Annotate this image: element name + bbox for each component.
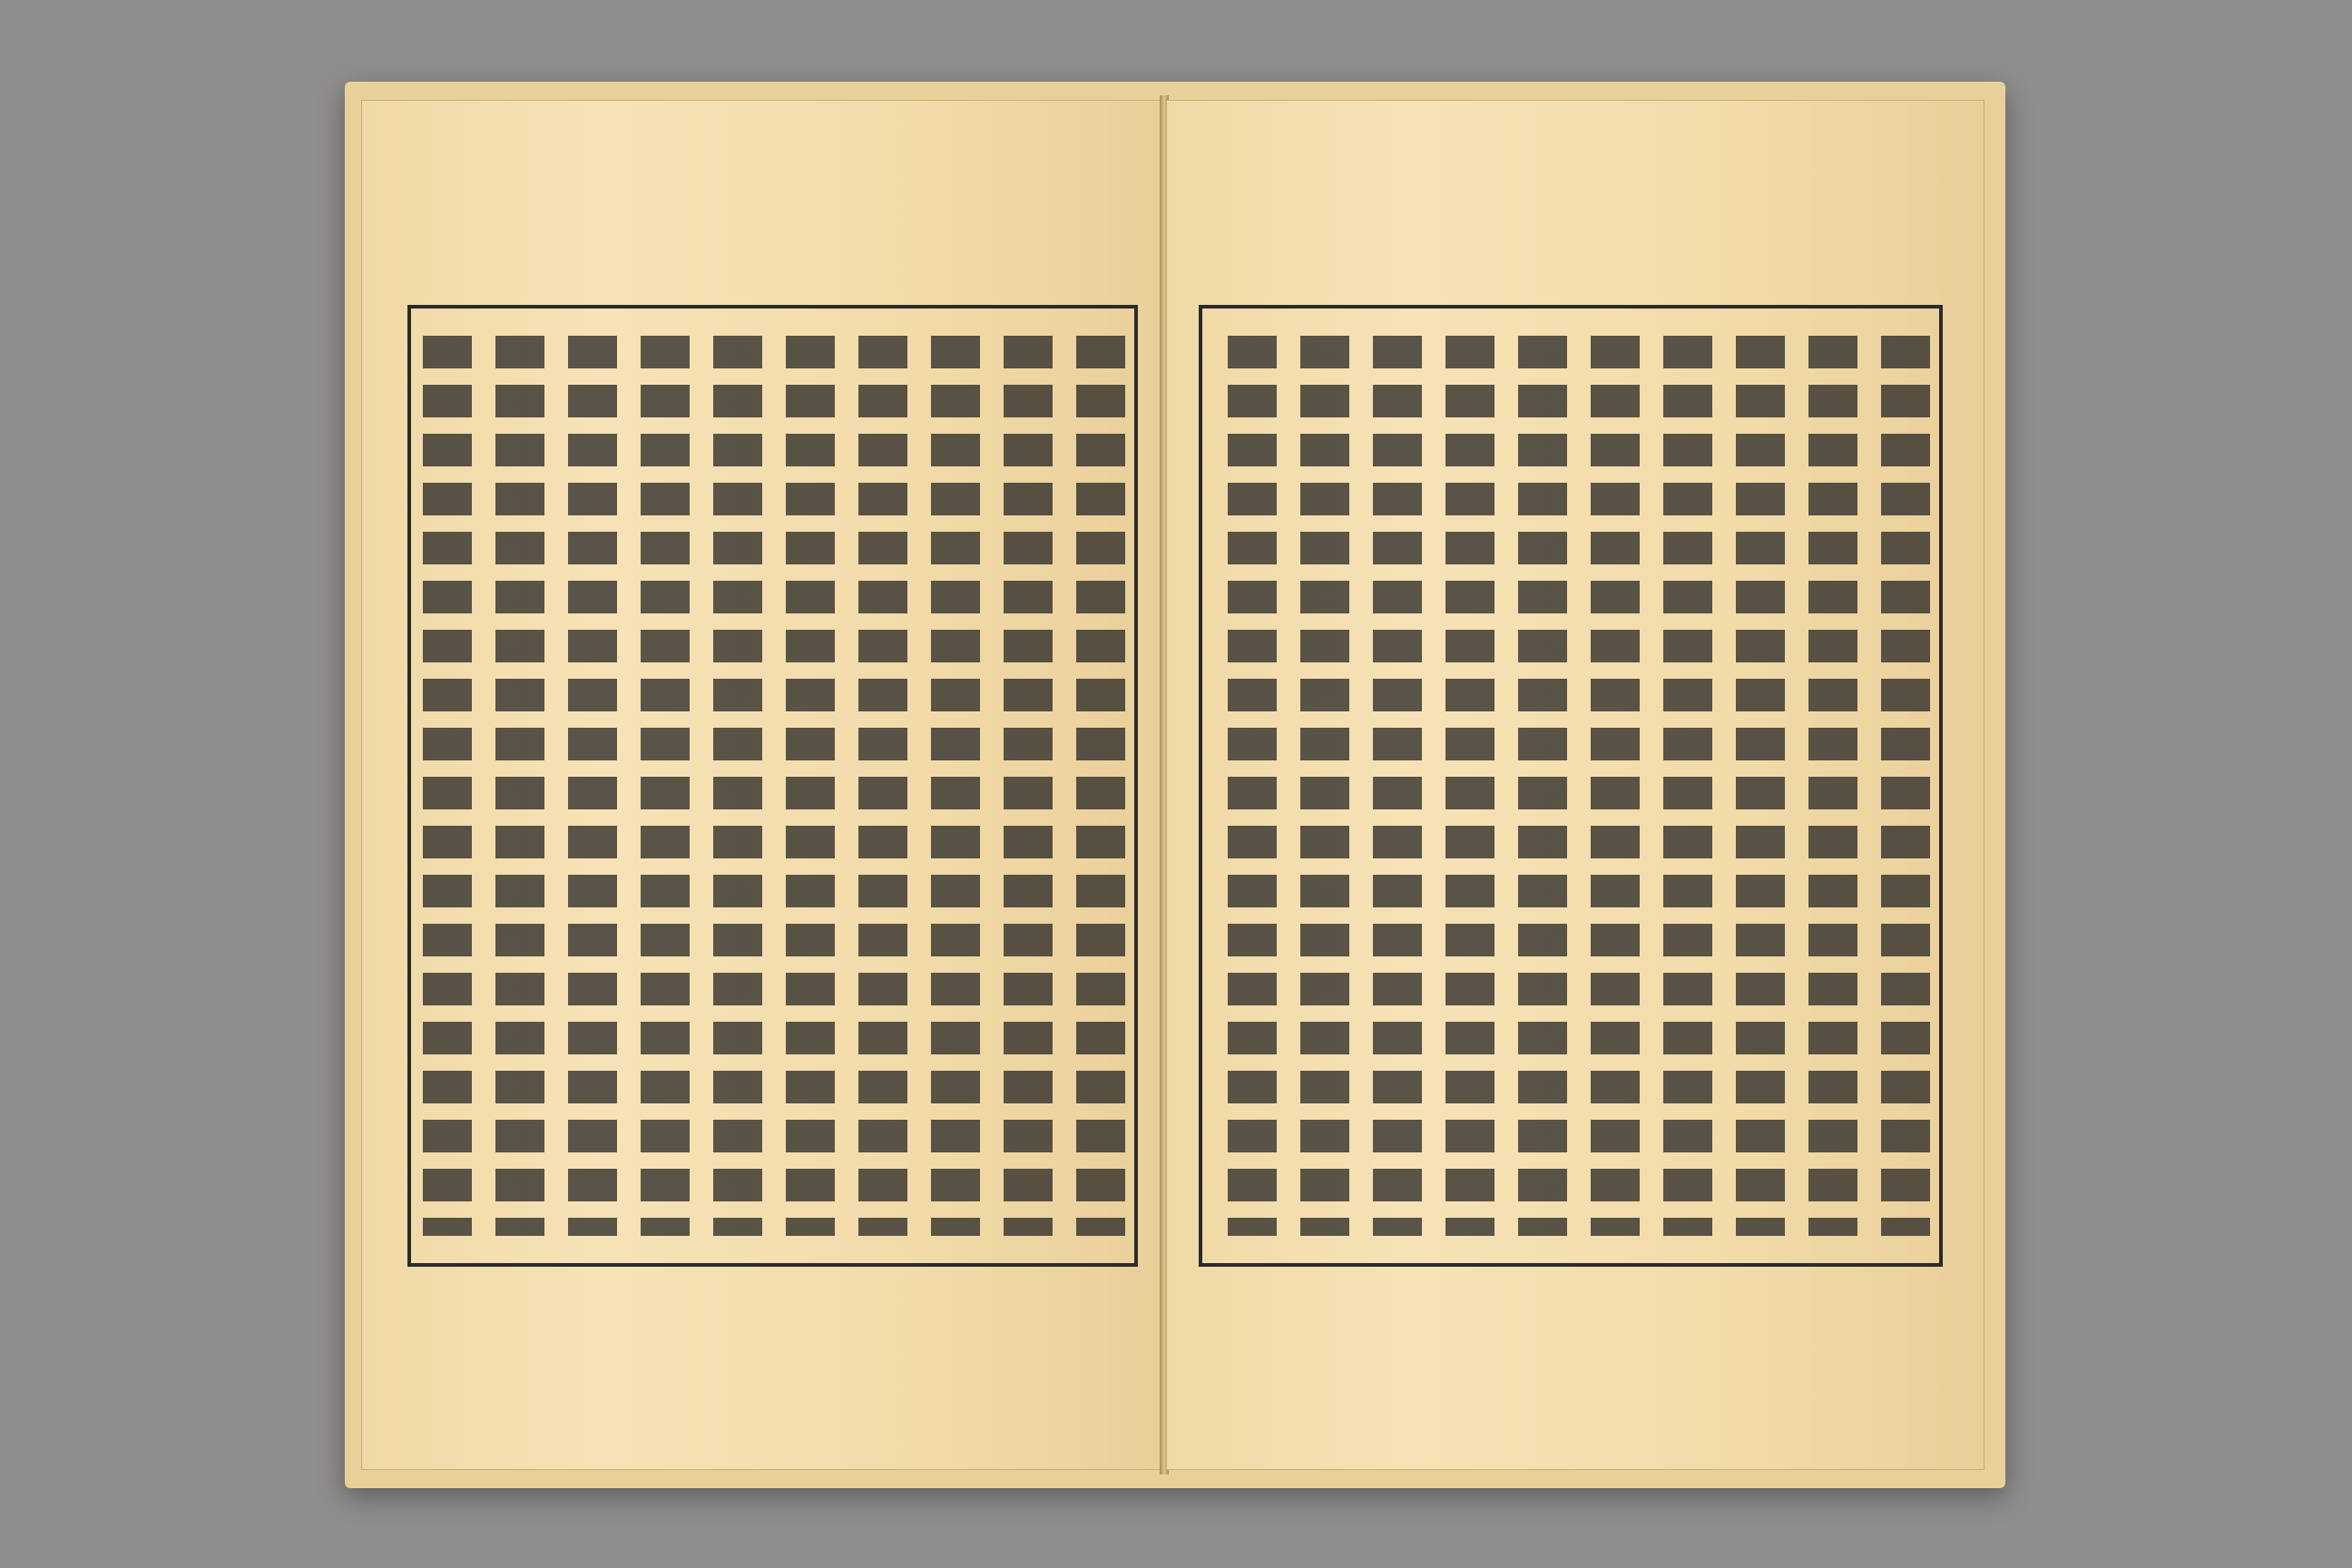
left-page xyxy=(361,100,1162,1470)
left-col-2 xyxy=(1004,336,1053,1236)
left-col-8 xyxy=(568,336,617,1236)
left-text-frame xyxy=(407,305,1138,1267)
left-col-9 xyxy=(495,336,544,1236)
right-text-frame xyxy=(1199,305,1943,1267)
right-col-8 xyxy=(1373,336,1422,1236)
right-col-10 xyxy=(1228,336,1277,1236)
right-col-6 xyxy=(1518,336,1567,1236)
right-col-9 xyxy=(1300,336,1349,1236)
right-page xyxy=(1166,100,1984,1470)
right-col-7 xyxy=(1446,336,1494,1236)
left-col-7 xyxy=(641,336,690,1236)
left-col-1 xyxy=(1076,336,1125,1236)
right-col-4 xyxy=(1663,336,1712,1236)
right-col-5 xyxy=(1591,336,1640,1236)
right-col-2 xyxy=(1808,336,1857,1236)
right-col-1 xyxy=(1881,336,1930,1236)
left-col-5 xyxy=(786,336,835,1236)
left-col-6 xyxy=(713,336,762,1236)
open-book xyxy=(345,82,2005,1488)
right-col-3 xyxy=(1736,336,1785,1236)
left-col-10 xyxy=(423,336,472,1236)
left-col-4 xyxy=(858,336,907,1236)
left-col-3 xyxy=(931,336,980,1236)
